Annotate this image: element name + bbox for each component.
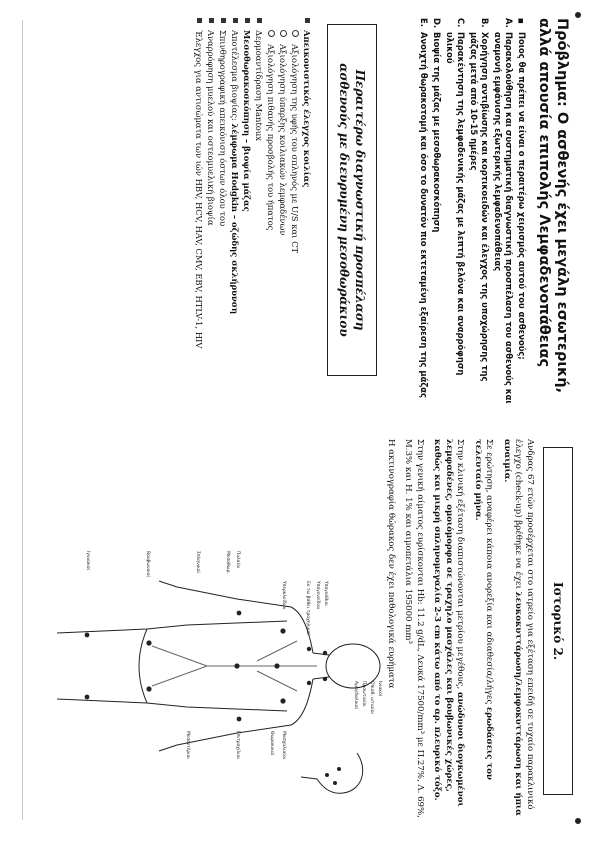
diagnostic-item — [229, 18, 241, 406]
option-item — [492, 18, 514, 406]
history-p3-bold: ανώδυνοι διογκωμένοι λεμφαδένες, ομοιόμορφα σε τραχηλο μασχάλες και βουβωνικές χώρες, καθώς και μικρή σπληνομεγαλία 2-3 cm κάτω από το αρ. πλευρικό τόξο. — [432, 439, 466, 807]
option-item — [444, 18, 466, 406]
history-paragraph-3 — [431, 439, 466, 824]
diagnostic-item — [193, 18, 205, 406]
diagnostic-subitem — [265, 18, 277, 406]
diagnostic-item — [241, 18, 253, 406]
label-axillary: Μασχαλιαίοι — [281, 731, 286, 760]
diagnostic-title-line-2: ασθενούς με διευρυμένη μεσοθωράκιου — [337, 63, 351, 337]
circle-bullet-icon — [280, 30, 287, 37]
figure-labels — [85, 551, 384, 760]
history-slide — [0, 421, 595, 842]
diagnostic-item-text: Αποτέλεσμα βιοψίας: — [230, 30, 240, 124]
label-deep-cervical: Εν τω βάθει τραχηλικοί — [305, 581, 310, 635]
problem-title-line-1: Πρόβλημα: Ο ασθενής έχει μεγάλη εσωτερική, — [554, 18, 570, 394]
groin-line — [139, 629, 147, 703]
body-outline — [57, 581, 380, 793]
diagnostic-subitem — [277, 18, 289, 406]
diagnostic-item — [217, 18, 229, 406]
option-text: Παρακέντηση της λεμφαδενικής μάζας με λεπτή βελόνα και αναρρόφηση υλικού — [445, 32, 466, 376]
diagnostic-item-text: Δερμοαντίδραση Mantoux — [254, 30, 264, 141]
left-torso-arm — [159, 581, 313, 653]
history-paragraph-5: Η ακτινογραφία θώρακος δεν έχει παθολογικά ευρήματα — [386, 439, 396, 689]
option-item — [468, 18, 490, 406]
option-letter: C. — [456, 18, 466, 28]
diagnostic-subitem-text: Αξιολόγηση της υφής του σπληνός με U/S και CT — [290, 44, 300, 254]
history-p2-plain: Σε ερώτηση, αναφέρει κάποια ανορεξία και αδιαθεσία/λήγες — [484, 439, 495, 705]
option-text: Ανοιχτή θωρακοτομή και όσο το δυνατόν πιο εκτεταμένη εξαίρεση της μάζας — [419, 32, 429, 399]
diagnostic-item — [253, 18, 265, 406]
square-bullet-icon — [245, 18, 250, 23]
diagnostic-title-line-1: Περαιτέρω διαγνωστική προσπέλαση — [353, 69, 367, 331]
label-tonsillar: Αμυγδαλικοί — [353, 681, 358, 710]
diagnostic-subitem — [289, 18, 301, 406]
square-bullet-icon — [197, 18, 202, 23]
history-p1-bold: λευκοκυττάρωση/λεμφοκυττάρωση και ήπια αναιμία. — [502, 439, 524, 816]
label-submandibular: Υπογνάθιοι — [323, 581, 328, 606]
diagnostic-list — [193, 18, 313, 406]
history-p2-tail: ερωδάσεις τον τελευταίο μήνα. — [473, 439, 495, 780]
question-item — [516, 18, 527, 406]
diagnostic-subitem-text: Αξιολόγηση ύπαρξης κοιλιακών λεμφαδένων — [278, 44, 288, 236]
history-p1-plain: Ανδρας 67 ετών προσέρχεται στο ιατρείο για εξέταση επειδή σε τυχαίο παρακλινικό έλεγχο (check-up) βρέθηκε να έχει — [513, 439, 535, 810]
question-text: Ποιος θα πρέπει να είναι ο περαιτέρω χειρισμός αυτού του ασθενούς; — [517, 32, 527, 360]
history-p3-plain: Στην κλινική εξέταση διαπιστώνονται μετρίου μεγέθους, — [455, 439, 466, 690]
option-letter: A. — [504, 18, 514, 28]
square-bullet-icon — [209, 18, 214, 23]
option-letter: B. — [480, 18, 490, 28]
option-letter: E. — [419, 18, 429, 27]
history-paragraph-2 — [472, 439, 495, 824]
square-bullet-icon — [221, 18, 226, 23]
label-post-auricular: Οπισθ. ωτιαίοι — [369, 681, 374, 715]
diagnostic-title-box — [327, 24, 377, 376]
diagnostic-item-text: Μεσοθωρακοσκόπηση – βιοψία μάζας — [242, 30, 252, 212]
diagnostic-item-text: Σπινθηρογραφική απεικόνιση όστων όλου του — [218, 30, 228, 227]
history-paragraph-1 — [501, 439, 536, 824]
diagnostic-item-text: Αναρρόφηση μυελού και οστεομυελική βιοψία — [206, 30, 216, 226]
lymph-node-dots — [85, 611, 341, 785]
label-submental: Υπογενείδιοι — [315, 581, 320, 610]
label-mesenteric: Μεσεντέριοι — [185, 731, 190, 759]
label-splenic: Σπληνικοί — [195, 551, 200, 574]
label-epitrochlear: Επιτροχίλιοι — [235, 731, 240, 759]
square-bullet-icon — [233, 18, 238, 23]
square-bullet-icon — [305, 18, 310, 23]
label-popliteal: Ιγνυακοί — [85, 551, 90, 571]
option-item — [431, 18, 442, 406]
diagnostic-item-text: Απεικονιστικός έλεγχος κοιλίας — [302, 30, 312, 188]
label-inguinal: Βουβωνικοί — [145, 551, 150, 578]
diagnostic-subitem-text: Αξιολόγηση πιθανής προσβολής του ήπατος — [266, 44, 276, 231]
option-text: Βιοψία της μάζας με μεσοθωρακοσκόπηση — [432, 32, 442, 233]
circle-bullet-icon — [268, 30, 275, 37]
bullet-marker: ■ — [517, 18, 524, 24]
option-text: Παρακολούθηση και συστηματική διαγνωστική προσπέλαση του ασθενούς και αναμονή εμφάνισης εξωτερικής λεμφαδενοπάθειας — [493, 32, 514, 404]
label-mediastinal: Μεσοθωρ. — [225, 551, 230, 574]
diagnostic-item-text: Έλεγχος για αντισώματα των ιών HBV, HCV, HAV, CMV, EBV, HTLV-1, HIV — [194, 30, 204, 349]
question-list — [416, 18, 527, 406]
problem-title-line-2: αλλά απουσία επιπολής Λεμφαδενοπάθειας — [536, 18, 552, 368]
label-thoracic: Θωρακικοί — [269, 731, 274, 756]
option-letter: D. — [432, 18, 442, 29]
option-text: Χορήγηση αντιβίωσης και κορτικοειδών και έλεγχος της υποχώρησης της μάζας μετά από 10-15 ημέρες — [469, 32, 490, 382]
diagnostic-item — [301, 18, 313, 406]
history-text — [379, 439, 536, 824]
circle-bullet-icon — [292, 30, 299, 37]
biopsy-result-text: λέμφωμα Hodgkin – οζώδης σκλήρυνση — [230, 123, 240, 315]
history-paragraph-4: Στην γενική αίματος ευρίσκονται Hb: 11.2 g/dL, Λευκά 17500/mm³ με Π.27%, Λ. 69%, Μ.3% και Η. 1% και αιμοπετάλια 195000 mm³ — [403, 439, 425, 818]
profile-head — [301, 753, 363, 793]
diagnostic-item — [205, 18, 217, 406]
label-supraclavicular: Υπερκλείδιοι — [281, 581, 286, 610]
label-occipital: Ινιακοί — [377, 681, 382, 697]
label-hilar: Πυλαίοι — [235, 551, 240, 569]
lymph-node-anatomy-figure — [47, 521, 387, 811]
square-bullet-icon — [257, 18, 262, 23]
label-preauricular: Προωτιαίοι — [361, 681, 366, 707]
history-title: Ιστορικό 2. — [551, 581, 565, 661]
history-title-box — [543, 447, 573, 795]
option-item — [418, 18, 429, 406]
problem-title — [535, 18, 571, 398]
